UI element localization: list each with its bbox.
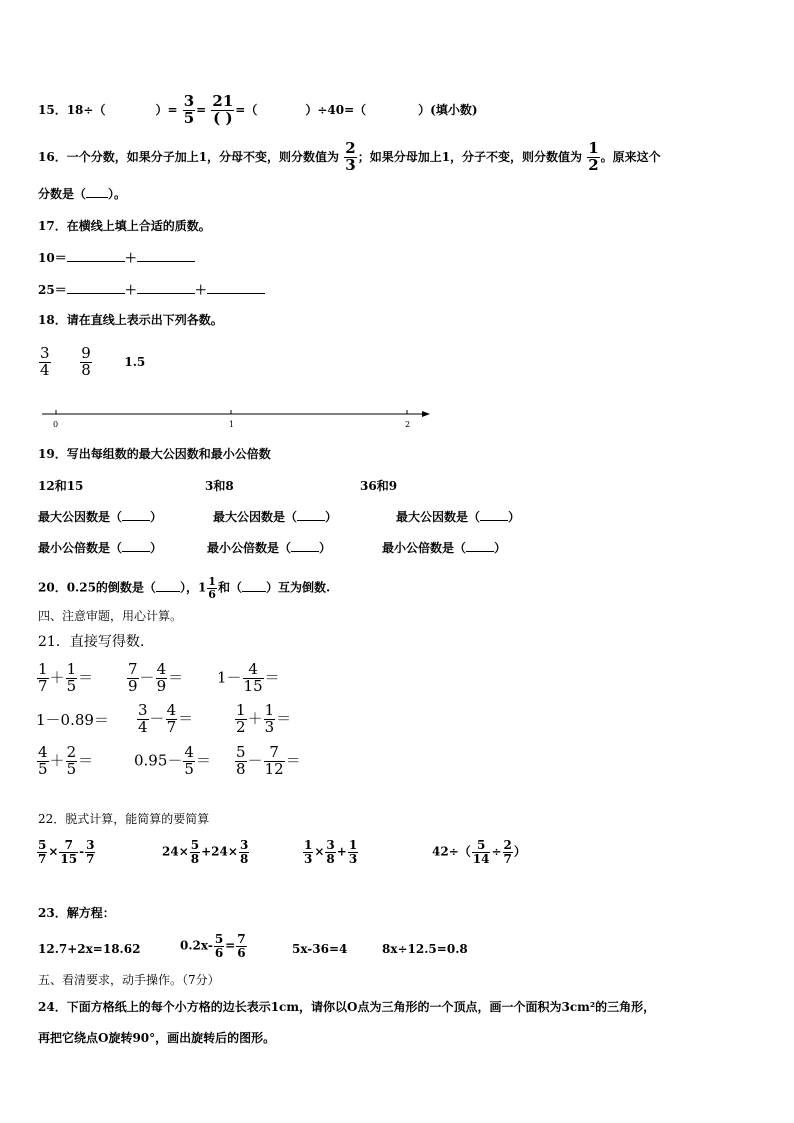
q19-label: 最大公因数是（ xyxy=(213,510,298,524)
question-17-row-1 xyxy=(38,251,195,265)
q18-fraction-1 xyxy=(39,346,51,379)
denominator: 5 xyxy=(183,108,195,127)
answer-blank[interactable] xyxy=(67,261,125,262)
denominator: 7 xyxy=(38,676,48,695)
numerator: 3 xyxy=(326,838,335,852)
plus: ＋ xyxy=(124,283,137,297)
denominator: 6 xyxy=(214,945,224,960)
q22-expression-4 xyxy=(432,839,526,865)
q21-item-6 xyxy=(234,703,291,736)
fraction xyxy=(236,933,246,959)
q22-expression-1 xyxy=(36,839,96,865)
fraction xyxy=(348,839,358,865)
question-22-title: 22．脱式计算，能简算的要简算 xyxy=(38,812,210,826)
operator: ÷ xyxy=(491,844,502,859)
numerator: 1 xyxy=(588,139,599,157)
q21-item-3 xyxy=(217,662,280,695)
operator: ＋ xyxy=(247,709,263,728)
numerator: 7 xyxy=(128,660,138,678)
equals: ＝ xyxy=(285,751,301,770)
numerator: 9 xyxy=(81,344,91,362)
q19-label: 最小公倍数是（ xyxy=(207,541,292,555)
numerator: 3 xyxy=(239,838,249,852)
fraction xyxy=(214,933,224,959)
question-24-line-2: 再把它绕点O旋转90°，画出旋转后的图形。 xyxy=(38,1031,276,1045)
denominator: 6 xyxy=(237,945,246,960)
numerator: 5 xyxy=(38,838,47,852)
expression: 0.2x- xyxy=(180,938,213,953)
operator: × xyxy=(314,844,325,859)
fraction xyxy=(137,703,149,736)
q21-item-8 xyxy=(134,745,211,778)
q20-text: ）互为倒数. xyxy=(265,580,331,595)
denominator: 7 xyxy=(86,851,95,866)
numerator: 2 xyxy=(503,838,512,852)
q16-text: 。原来这个 xyxy=(600,149,661,164)
denominator: 3 xyxy=(348,851,358,866)
question-24-line-1: 24．下面方格纸上的每个小方格的边长表示1cm，请你以O点为三角形的一个顶点，画一个面积为3cm²的三角形， xyxy=(38,1000,656,1014)
denominator: 8 xyxy=(236,759,246,778)
fraction xyxy=(190,839,200,865)
q23-equation-1: 12.7+2x=18.62 xyxy=(38,942,141,956)
question-20 xyxy=(38,576,330,600)
numerator: 5 xyxy=(236,743,246,761)
q22-expression-2 xyxy=(162,839,250,865)
numerator: 7 xyxy=(59,839,78,853)
fraction xyxy=(325,839,335,865)
denominator: 3 xyxy=(345,155,356,174)
numerator: 4 xyxy=(38,743,48,761)
q19-label: 最大公因数是（ xyxy=(38,510,123,524)
answer-blank[interactable] xyxy=(297,520,325,521)
numerator: 4 xyxy=(156,660,167,678)
answer-blank[interactable] xyxy=(207,293,265,294)
q19-label: 最小公倍数是（ xyxy=(38,541,123,555)
q21-item-5 xyxy=(136,703,193,736)
answer-blank[interactable] xyxy=(156,591,180,592)
denominator: 12 xyxy=(264,759,284,778)
denominator: 9 xyxy=(156,676,167,695)
numerator: 21 xyxy=(212,92,234,110)
paren: ） xyxy=(325,510,338,524)
denominator: 6 xyxy=(208,587,216,601)
q19-gcd-3 xyxy=(396,510,520,524)
numerator: 3 xyxy=(183,92,195,110)
operator: × xyxy=(48,844,59,859)
operator: - xyxy=(79,844,85,859)
q20-fraction xyxy=(207,576,217,600)
numerator: 3 xyxy=(40,344,50,362)
answer-blank[interactable] xyxy=(122,520,150,521)
operator: ＋ xyxy=(49,668,65,687)
q15-text: =（ xyxy=(235,102,258,117)
denominator: 15 xyxy=(60,851,78,866)
numerator: 3 xyxy=(86,838,95,852)
numerator: 4 xyxy=(166,701,177,719)
q18-numbers xyxy=(38,346,145,379)
denominator: 3 xyxy=(264,717,275,736)
q22-expression-3 xyxy=(302,839,359,865)
answer-blank[interactable] xyxy=(67,293,125,294)
question-16-line-1 xyxy=(38,141,661,174)
denominator: 15 xyxy=(243,676,263,695)
q15-number: 15． xyxy=(38,102,67,117)
denominator: 14 xyxy=(472,851,490,866)
denominator: 5 xyxy=(184,759,194,778)
denominator: 8 xyxy=(81,360,91,379)
q19-group-3: 36和9 xyxy=(360,479,398,493)
expression: +24× xyxy=(201,844,238,859)
fraction xyxy=(66,662,78,695)
q19-lcm-1 xyxy=(38,541,162,555)
q21-item-1 xyxy=(36,662,93,695)
equals: ＝ xyxy=(195,751,211,770)
equals: ＝ xyxy=(168,668,184,687)
fraction xyxy=(264,745,285,778)
tick-label-1: 1 xyxy=(229,420,235,429)
q16-text: ；如果分母加上1，分子不变，则分数值为 xyxy=(357,149,583,164)
question-16-line-2 xyxy=(38,187,126,201)
operator: ＋ xyxy=(49,751,65,770)
q18-fraction-2 xyxy=(80,346,92,379)
fraction xyxy=(235,745,247,778)
answer-blank[interactable] xyxy=(137,261,195,262)
denominator: 7 xyxy=(38,851,47,866)
fraction xyxy=(303,839,313,865)
q15-text: 18÷（ xyxy=(66,102,106,117)
fraction xyxy=(235,703,247,736)
numerator: 5 xyxy=(190,838,200,852)
denominator: 5 xyxy=(66,759,77,778)
q15-fraction-2 xyxy=(211,94,234,127)
q21-item-9 xyxy=(234,745,301,778)
equals: ＝ xyxy=(276,709,292,728)
q23-equation-2 xyxy=(180,933,248,959)
q19-group-2: 3和8 xyxy=(205,479,234,493)
question-15 xyxy=(38,94,478,127)
numerator: 2 xyxy=(345,139,356,157)
expression: 42÷（ xyxy=(432,844,471,859)
q20-text: ），1 xyxy=(179,580,207,595)
q15-text: ）(填小数) xyxy=(418,102,478,117)
fraction xyxy=(127,662,139,695)
number-line-arrow xyxy=(422,411,430,417)
fraction xyxy=(37,839,47,865)
denominator: 5 xyxy=(66,676,77,695)
q19-label: 最大公因数是（ xyxy=(396,510,481,524)
section-5-heading: 五、看清要求，动手操作。（7分） xyxy=(38,973,220,987)
numerator: 4 xyxy=(243,662,264,679)
expression: 24× xyxy=(162,844,189,859)
q23-equation-3: 5x-36=4 xyxy=(292,942,348,956)
q23-equation-4: 8x÷12.5=0.8 xyxy=(382,942,468,956)
numerator: 4 xyxy=(184,743,194,761)
paren: ） xyxy=(150,510,163,524)
q18-decimal: 1.5 xyxy=(124,355,146,370)
q19-group-1: 12和15 xyxy=(38,479,84,493)
q16-fraction-2 xyxy=(587,141,599,174)
fraction xyxy=(183,745,195,778)
q21-item-7 xyxy=(36,745,93,778)
fraction xyxy=(239,839,249,865)
tick-label-0: 0 xyxy=(53,420,59,429)
answer-blank[interactable] xyxy=(242,591,266,592)
numerator: 1 xyxy=(236,701,246,719)
equals: ＝ xyxy=(178,709,194,728)
q17-lhs: 10＝ xyxy=(38,251,67,265)
fraction xyxy=(66,745,78,778)
denominator: 8 xyxy=(239,851,249,866)
fraction xyxy=(37,745,49,778)
denominator: 4 xyxy=(138,717,148,736)
equals: = xyxy=(196,102,207,117)
denominator: 7 xyxy=(166,717,177,736)
equals: = xyxy=(225,938,236,953)
numerator: 1 xyxy=(66,660,77,678)
number-line[interactable] xyxy=(40,404,435,432)
q21-item-2 xyxy=(126,662,183,695)
q19-gcd-2 xyxy=(213,510,337,524)
q19-label: 最小公倍数是（ xyxy=(382,541,467,555)
equals: ＝ xyxy=(264,668,280,687)
equals: ＝ xyxy=(78,751,94,770)
equals: ＝ xyxy=(78,668,94,687)
fraction xyxy=(37,662,49,695)
q17-lhs: 25＝ xyxy=(38,283,67,297)
denominator: 2 xyxy=(236,717,246,736)
paren: ） xyxy=(150,541,163,555)
question-17-title: 17．在横线上填上合适的质数。 xyxy=(38,219,211,233)
paren: ） xyxy=(319,541,332,555)
question-19-title: 19．写出每组数的最大公因数和最小公倍数 xyxy=(38,447,271,461)
q19-lcm-2 xyxy=(207,541,331,555)
q19-lcm-3 xyxy=(382,541,506,555)
numerator: 1 xyxy=(264,701,275,719)
denominator: 7 xyxy=(503,851,512,866)
fraction xyxy=(85,839,95,865)
numerator: 1 xyxy=(208,575,216,588)
fraction xyxy=(59,839,78,865)
expression: 1－ xyxy=(217,668,242,687)
denominator: 5 xyxy=(38,759,48,778)
answer-blank[interactable] xyxy=(86,197,108,198)
q20-text: 和（ xyxy=(217,580,242,595)
section-4-heading: 四、注意审题，用心计算。 xyxy=(38,609,183,623)
fraction xyxy=(243,662,264,695)
expression: 0.95－ xyxy=(134,751,183,770)
paren: ） xyxy=(508,510,521,524)
answer-blank[interactable] xyxy=(137,293,195,294)
question-23-title: 23．解方程： xyxy=(38,906,115,920)
fraction xyxy=(264,703,276,736)
numerator: 5 xyxy=(214,932,224,946)
q19-gcd-1 xyxy=(38,510,162,524)
answer-blank[interactable] xyxy=(122,551,150,552)
question-21-title: 21．直接写得数. xyxy=(38,634,145,650)
operator: － xyxy=(247,751,263,770)
numerator: 2 xyxy=(66,743,77,761)
answer-blank[interactable] xyxy=(291,551,319,552)
fraction xyxy=(503,839,513,865)
denominator: 3 xyxy=(304,851,313,866)
fraction xyxy=(472,839,491,865)
q16-text: 一个分数，如果分子加上1，分母不变，则分数值为 xyxy=(66,149,340,164)
tick-label-2: 2 xyxy=(405,420,411,429)
numerator: 1 xyxy=(348,838,358,852)
paren: ） xyxy=(494,541,507,555)
fraction xyxy=(166,703,178,736)
plus: ＋ xyxy=(124,251,137,265)
numerator: 1 xyxy=(304,838,313,852)
q16-text: 分数是（ xyxy=(38,187,87,201)
q16-number: 16． xyxy=(38,149,67,164)
denominator: 4 xyxy=(40,360,50,379)
numerator: 1 xyxy=(38,660,48,678)
question-18-title: 18．请在直线上表示出下列各数。 xyxy=(38,313,223,327)
q15-fraction-1 xyxy=(183,94,195,127)
q21-item-4: 1－0.89＝ xyxy=(36,711,109,729)
operator: － xyxy=(149,709,165,728)
numerator: 3 xyxy=(138,701,148,719)
answer-blank[interactable] xyxy=(480,520,508,521)
expression: ） xyxy=(513,844,526,859)
q16-text: ）。 xyxy=(108,187,127,201)
operator: + xyxy=(336,844,347,859)
denominator: 8 xyxy=(326,851,335,866)
denominator: ( ) xyxy=(213,108,233,127)
numerator: 5 xyxy=(472,839,491,853)
q16-fraction-1 xyxy=(344,141,356,174)
numerator: 7 xyxy=(264,745,285,762)
denominator: 2 xyxy=(588,155,599,174)
denominator: 8 xyxy=(190,851,200,866)
q15-text: ）÷40=（ xyxy=(305,102,367,117)
operator: － xyxy=(139,668,155,687)
q15-text: ）= xyxy=(155,102,178,117)
fraction xyxy=(156,662,168,695)
denominator: 9 xyxy=(128,676,138,695)
answer-blank[interactable] xyxy=(466,551,494,552)
q20-text: 20．0.25的倒数是（ xyxy=(38,580,156,595)
question-17-row-2 xyxy=(38,283,265,297)
numerator: 7 xyxy=(237,932,246,946)
plus: ＋ xyxy=(194,283,207,297)
